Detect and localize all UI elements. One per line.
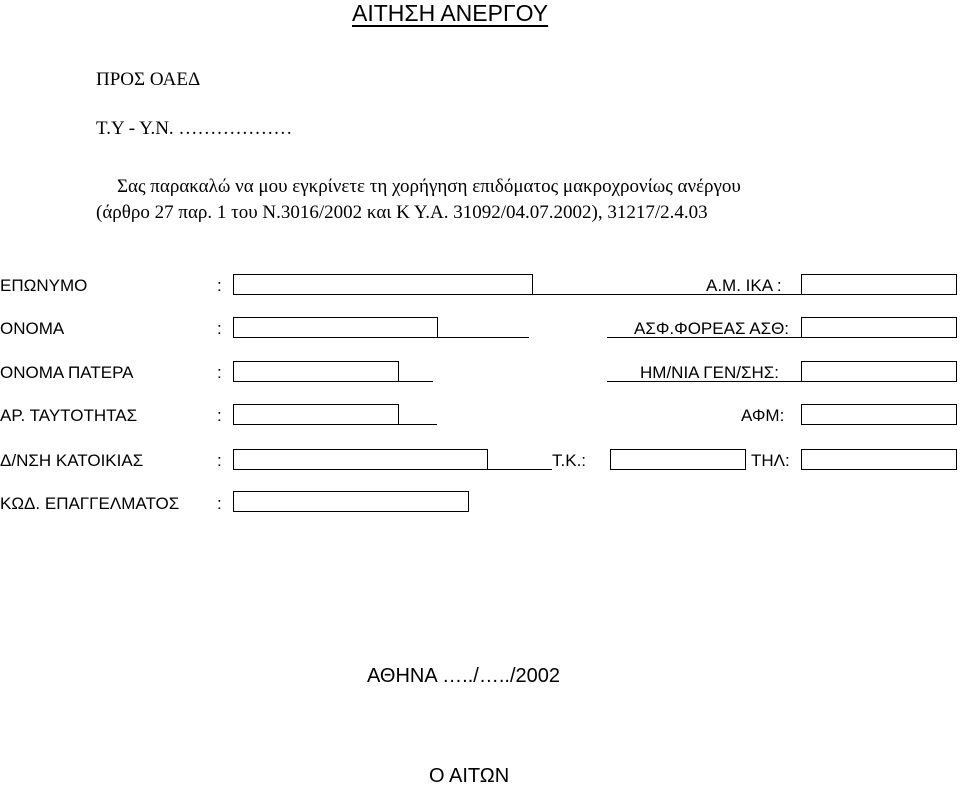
father-name-field[interactable] — [233, 361, 399, 382]
surname-label: ΕΠΩΝΥΜΟ — [0, 276, 88, 295]
surname-field[interactable] — [233, 274, 533, 295]
colon: : — [217, 319, 222, 338]
form-title: ΑΙΤΗΣΗ ΑΝΕΡΓΟΥ — [352, 0, 549, 26]
birth-date-label: ΗΜ/ΝΙΑ ΓΕΝ/ΣΗΣ: — [640, 363, 780, 382]
request-line-1: Σας παρακαλώ να μου εγκρίνετε τη χορήγηση επιδόματος μακροχρονίως ανέργου — [117, 176, 741, 197]
recipient: ΠΡΟΣ ΟΑΕΔ — [96, 69, 201, 90]
colon: : — [217, 406, 222, 425]
id-number-field[interactable] — [233, 404, 399, 425]
place-date: ΑΘΗΝΑ …../…../2002 — [367, 665, 560, 687]
ika-label: Α.Μ. ΙΚΑ : — [706, 276, 782, 295]
name-field[interactable] — [233, 317, 438, 338]
colon: : — [217, 276, 222, 295]
address-label: Δ/ΝΣΗ ΚΑΤΟΙΚΙΑΣ — [0, 451, 144, 470]
ika-field[interactable] — [801, 274, 957, 295]
phone-field[interactable] — [801, 449, 957, 470]
father-name-label: ΟΝΟΜΑ ΠΑΤΕΡΑ — [0, 363, 134, 382]
tax-number-field[interactable] — [801, 404, 957, 425]
colon: : — [217, 363, 222, 382]
birth-date-field[interactable] — [801, 361, 957, 382]
address-field[interactable] — [233, 449, 488, 470]
insurer-field[interactable] — [801, 317, 957, 338]
colon: : — [217, 494, 222, 513]
colon: : — [217, 451, 222, 470]
name-label: ΟΝΟΜΑ — [0, 319, 65, 338]
phone-label: ΤΗΛ: — [751, 451, 790, 470]
profession-code-label: ΚΩΔ. ΕΠΑΓΓΕΛΜΑΤΟΣ — [0, 494, 180, 513]
insurer-label: ΑΣΦ.ΦΟΡΕΑΣ ΑΣΘ: — [634, 319, 790, 338]
postal-code-field[interactable] — [610, 449, 746, 470]
request-line-2: (άρθρο 27 παρ. 1 του Ν.3016/2002 και Κ Υ.Α. 31092/04.07.2002), 31217/2.4.03 — [96, 202, 708, 223]
underline — [399, 381, 433, 382]
office-line: Τ.Υ - Υ.Ν. ……………… — [96, 118, 293, 139]
underline — [438, 337, 529, 338]
applicant-signature-label: Ο ΑΙΤΩΝ — [429, 765, 510, 787]
id-number-label: ΑΡ. ΤΑΥΤΟΤΗΤΑΣ — [0, 406, 138, 425]
profession-code-field[interactable] — [233, 491, 469, 512]
postal-code-label: Τ.Κ.: — [552, 451, 587, 470]
underline — [399, 424, 437, 425]
underline — [488, 469, 552, 470]
tax-number-label: ΑΦΜ: — [741, 406, 785, 425]
